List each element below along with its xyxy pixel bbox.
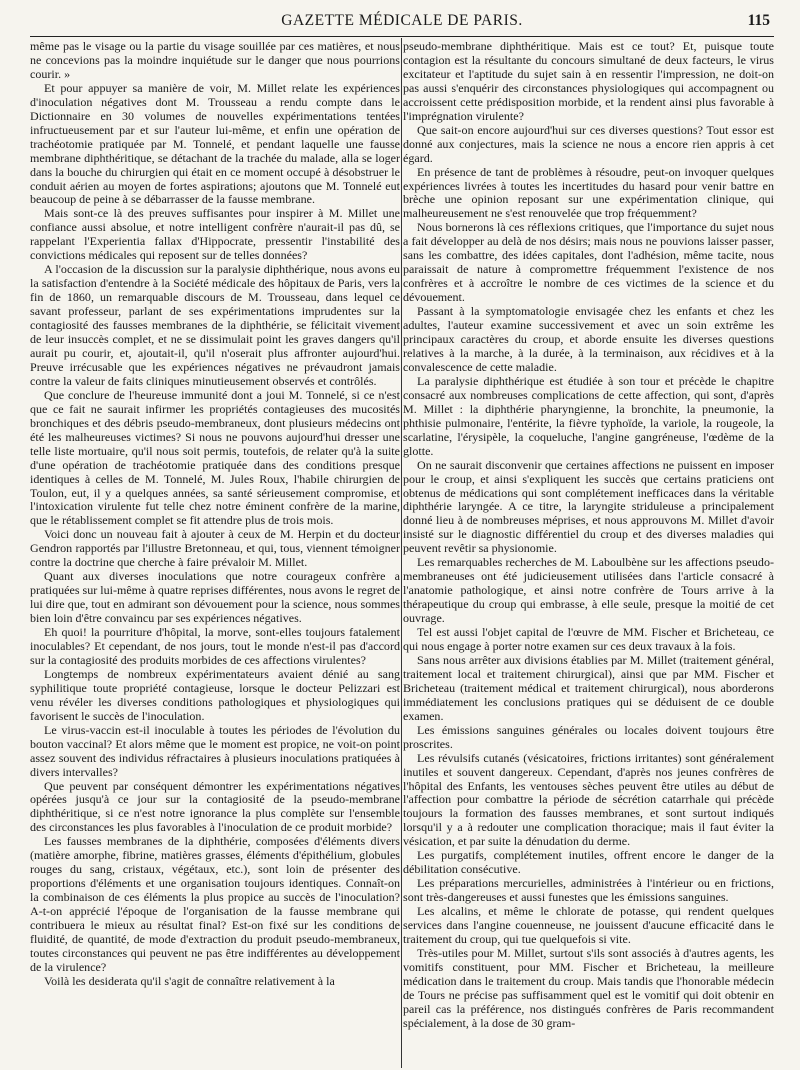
- paragraph: A l'occasion de la discussion sur la paralysie diphthérique, nous avons eu la satisfaction d'entendre à la Société médicale des hôpitaux de Paris, vers la fin de 1860, un remarquable discours de M. Trousseau, dans lequel ce savant professeur, parlant de ses expérimentations imprudentes sur la contagiosité des fausses membranes de la diphthérie, se félicitait vivement de leur insuccès complet, et ne se dissimulait point les graves dangers qu'il aurait pu courir, et, ajoutait-il, qu'il n'oserait plus affronter aujourd'hui. Preuve irrécusable que les expériences négatives ne prévaudront jamais contre la valeur de faits cliniques minutieusement observés et contrôlés.: [30, 262, 400, 388]
- paragraph: On ne saurait disconvenir que certaines affections ne puissent en imposer pour le croup, et ainsi s'expliquent les succès que certains praticiens ont obtenus de médications qui sont complétement inefficaces dans la véritable diphthérie laryngée. A ce titre, la laryngite striduleuse a principalement donné lieu à de nombreuses méprises, et nous approuvons M. Millet d'avoir insisté sur le diagnostic différentiel du croup et des diverses maladies qui peuvent revêtir sa physionomie.: [403, 457, 774, 556]
- paragraph: Les purgatifs, complétement inutiles, offrent encore le danger de la débilitation consécutive.: [403, 848, 774, 877]
- paragraph: Et pour appuyer sa manière de voir, M. Millet relate les expériences d'inoculation négatives dont M. Trousseau a rendu compte dans le Dictionnaire en 30 volumes de nouvelles expérimentations tentées infructueusement par et sur l'auteur lui-même, et enfin une opération de trachéotomie pratiquée par M. Tonnelé, et pendant laquelle une fausse membrane diphthéritique, se détachant de la trachée du malade, alla se loger dans la bouche du chirurgien qui était en ce moment occupé à désobstruer le conduit aérien au moyen de fortes aspirations; ajoutons que M. Tonnelé eut beaucoup de peine à se débarrasser de la fausse membrane.: [30, 80, 400, 207]
- left-text-column: [30, 40, 400, 1066]
- paragraph: Quant aux diverses inoculations que notre courageux confrère a pratiquées sur lui-même à quatre reprises différentes, nous avons le regret de lui dire que, tout en admirant son dévouement pour la science, nous sommes bien loin d'être convaincu par ses expériences négatives.: [30, 569, 400, 626]
- paragraph: En présence de tant de problèmes à résoudre, peut-on invoquer quelques expériences livrées à toutes les incertitudes du hasard pour venir battre en brèche une opinion reposant sur une expérimentation clinique, qui malheureusement ne s'est renouvelée que trop fréquemment?: [403, 164, 774, 221]
- paragraph: Sans nous arrêter aux divisions établies par M. Millet (traitement général, traitement local et traitement chirurgical), ainsi que par MM. Fischer et Bricheteau (traitement médical et traitement chirurgical), nous aborderons immédiatement les conclusions pratiques qui se déduisent de ce double examen.: [403, 652, 774, 723]
- page-header: [30, 10, 774, 37]
- paragraph: Que sait-on encore aujourd'hui sur ces diverses questions? Tout essor est donné aux conjectures, mais la science ne nous a encore rien appris à cet égard.: [403, 122, 774, 165]
- paragraph: Les remarquables recherches de M. Laboulbène sur les affections pseudo-membraneuses ont été judicieusement utilisées dans l'article consacré à l'anatomie pathologique, et ainsi notre confrère de Tours arrive à la thérapeutique du croup qui embrasse, à elle seule, presque la moitié de cet ouvrage.: [403, 555, 774, 626]
- running-title: GAZETTE MÉDICALE DE PARIS.: [281, 12, 523, 29]
- paragraph: Les préparations mercurielles, administrées à l'intérieur ou en frictions, sont très-dangereuses et aussi funestes que les émissions sanguines.: [403, 876, 774, 905]
- paragraph: Les émissions sanguines générales ou locales doivent toujours être proscrites.: [403, 722, 774, 751]
- column-divider: [401, 38, 402, 1068]
- paragraph: Longtemps de nombreux expérimentateurs avaient dénié au sang syphilitique toute propriété contagieuse, lorsque le docteur Pelizzari est venu révéler les diverses conditions pathologiques et physiologiques qui favorisent le succès de l'inoculation.: [30, 666, 400, 723]
- paragraph: La paralysie diphthérique est étudiée à son tour et précède le chapitre consacré aux nombreuses complications de cette affection, qui sont, d'après M. Millet : la diphthérie pharyngienne, la bronchite, la pneumonie, la phthisie pulmonaire, l'entérite, la fièvre typhoïde, la variole, la rougeole, la scarlatine, l'érysipèle, la coqueluche, l'angine gangréneuse, l'œdème de la glotte.: [403, 373, 774, 458]
- page-number: 115: [747, 12, 770, 29]
- paragraph: Que peuvent par conséquent démontrer les expérimentations négatives opérées jusqu'à ce jour sur la contagiosité de la pseudo-membrane diphthéritique, si ce n'est notre ignorance la plus complète sur l'ensemble des circonstances les plus favorables à l'inoculation de ce produit morbide?: [30, 778, 400, 835]
- paragraph: Le virus-vaccin est-il inoculable à toutes les périodes de l'évolution du bouton vaccinal? Et alors même que le moment est propice, ne voit-on point assez souvent des individus réfractaires à plusieurs inoculations pratiquées à divers intervalles?: [30, 722, 400, 779]
- paragraph: Mais sont-ce là des preuves suffisantes pour inspirer à M. Millet une confiance aussi absolue, et notre intelligent confrère n'aurait-il pas dû, se rappelant l'Experientia fallax d'Hippocrate, pressentir l'instabilité des convictions médicales qui reposent sur de telles données?: [30, 206, 400, 263]
- right-text-column: [403, 40, 774, 1066]
- paragraph: Les révulsifs cutanés (vésicatoires, frictions irritantes) sont généralement inutiles et souvent dangereux. Cependant, d'après nos jeunes confrères de l'hôpital des Enfants, les ventouses sèches peuvent être utiles au début de l'affection pour combattre la période de sécrétion catarrhale qui précède toujours la formation des fausses membranes, et sont surtout indiqués lorsqu'il y a à redouter une complication thoracique; mais il faut éviter la vésication, et par suite la dénudation du derme.: [403, 750, 774, 849]
- paragraph: Les fausses membranes de la diphthérie, composées d'éléments divers (matière amorphe, fibrine, matières grasses, éléments d'épithélium, globules rouges du sang, cristaux, végétaux, etc.), sont loin de présenter des proportions d'éléments et une organisation toujours identiques. Connaît-on la combinaison de ces éléments la plus propice au succès de l'inoculation? A-t-on apprécié l'époque de l'organisation de la fausse membrane qui contribuera le mieux au résultat final? Est-on fixé sur les conditions de fluidité, de quantité, de mode d'extraction du produit pseudo-membraneux, toutes circonstances qui peuvent ne pas être indifférentes au développement de la virulence?: [30, 834, 400, 974]
- paragraph: Tel est aussi l'objet capital de l'œuvre de MM. Fischer et Bricheteau, ce qui nous engage à porter notre examen sur ces deux travaux à la fois.: [403, 625, 774, 653]
- paragraph: Que conclure de l'heureuse immunité dont a joui M. Tonnelé, si ce n'est que ce fait ne saurait infirmer les propriétés contagieuses des mucosités bronchiques et des débris pseudo-membraneux, dont plusieurs médecins ont été les malheureuses victimes? Si nous ne pouvons aujourd'hui dresser une telle liste mortuaire, qu'il nous soit permis, toutefois, de relater qu'à la suite d'une opération de trachéotomie pratiquée dans des conditions presque identiques à celles de M. Tonnelé, M. Jules Roux, l'habile chirurgien de Toulon, eut, il y a quelques années, sa santé sérieusement compromise, et l'intoxication virulente fut telle chez notre éminent confrère de la marine, que le rétablissement complet se fit attendre plus de trois mois.: [30, 387, 400, 528]
- paragraph: Eh quoi! la pourriture d'hôpital, la morve, sont-elles toujours fatalement inoculables? Et cependant, de nos jours, tout le monde n'est-il pas d'accord sur la contagiosité des produits morbides de ces affections virulentes?: [30, 625, 400, 667]
- paragraph: Les alcalins, et même le chlorate de potasse, qui rendent quelques services dans l'angine couenneuse, ne jouissent d'aucune efficacité dans le traitement du croup, qui tue quelquefois si vite.: [403, 904, 774, 946]
- paragraph: Passant à la symptomatologie envisagée chez les enfants et chez les adultes, l'auteur examine successivement et avec un soin extrême les principaux caractères du croup, et aborde ensuite les diverses questions relatives à la marche, à la durée, à la terminaison, aux récidives et à la convalescence de cette maladie.: [403, 304, 774, 374]
- paragraph: Nous bornerons là ces réflexions critiques, que l'importance du sujet nous a fait développer au delà de nos désirs; mais nous ne pouvions laisser passer, sans les combattre, des idées capitales, dont l'adhésion, même tacite, nous paraissait de nature à compromettre fréquemment l'existence de nos confrères et à accroître le nombre de ces victimes de la science et du dévouement.: [403, 220, 774, 305]
- paragraph: pseudo-membrane diphthéritique. Mais est ce tout? Et, puisque toute contagion est la résultante du concours simultané de deux facteurs, le virus excitateur et l'aptitude du sujet sain à en ressentir l'impression, ne doit-on pas aussi s'enquérir des circonstances physiologiques qui accompagnent ou accroissent cette prédisposition morbide, et la rendent ainsi plus favorable à l'imprégnation virulente?: [403, 40, 774, 123]
- paragraph: Très-utiles pour M. Millet, surtout s'ils sont associés à d'autres agents, les vomitifs constituent, pour MM. Fischer et Bricheteau, la meilleure médication dans le traitement du croup. Mais tandis que l'honorable médecin de Tours ne précise pas suffisamment quel est le vomitif qui doit obtenir en pareil cas la préférence, nos distingués confrères de Paris recommandent spécialement, à la dose de 30 gram-: [403, 945, 774, 1030]
- paragraph: même pas le visage ou la partie du visage souillée par ces matières, et nous ne concevions pas la moindre inquiétude sur le danger que nous pourrions courir. »: [30, 40, 400, 81]
- paragraph: Voici donc un nouveau fait à ajouter à ceux de M. Herpin et du docteur Gendron rapportés par l'illustre Bretonneau, et qui, tous, viennent témoigner contre la doctrine que cherche à faire prévaloir M. Millet.: [30, 527, 400, 570]
- paragraph: Voilà les desiderata qu'il s'agit de connaître relativement à la: [44, 973, 335, 988]
